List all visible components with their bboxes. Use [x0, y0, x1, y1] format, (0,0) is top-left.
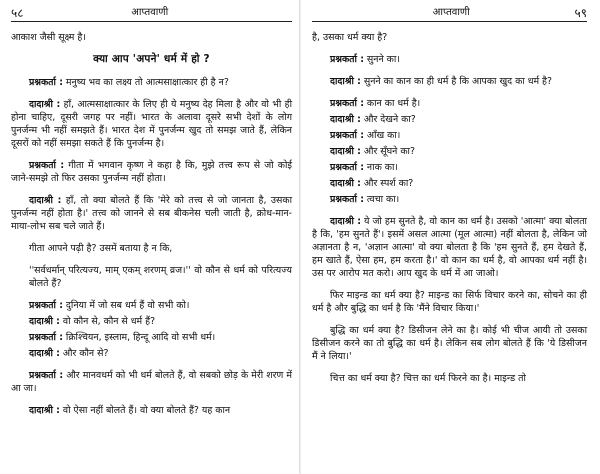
speaker-label: प्रश्नकर्ता :	[29, 300, 63, 311]
right-page-header	[312, 7, 587, 22]
dialogue-text: दुनिया में जो सब धर्म हैं वो सभी को।	[62, 300, 190, 311]
dialogue-text: त्वचा का।	[363, 194, 400, 205]
left-page-body	[11, 31, 292, 417]
dialogue-paragraph	[312, 129, 587, 142]
dialogue-text: वो कौन से, कौन से धर्म हैं?	[59, 316, 156, 327]
speaker-label: प्रश्नकर्ता :	[330, 162, 364, 173]
dialogue-text: कान का धर्म है।	[363, 98, 421, 109]
dialogue-paragraph	[312, 145, 587, 158]
speaker-label: दादाश्री :	[29, 195, 62, 206]
dialogue-text: हाँ, तो क्या बोलते हैं कि 'मेरे को तत्त्व से जो जानता है, उसका पुनर्जन्म नहीं होता है।' तत्त्व को जानने से सब बीकनेस चली जाती है, क्रोध-मान-माया-लोभ सब चले जाते हैं।	[11, 195, 292, 232]
dialogue-paragraph	[312, 113, 587, 126]
speaker-label: दादाश्री :	[330, 178, 361, 189]
speaker-label: प्रश्नकर्ता :	[29, 370, 64, 381]
right-running-title: आप्तवाणी	[432, 7, 470, 18]
dialogue-paragraph	[312, 193, 587, 206]
dialogue-text: आँख का।	[363, 130, 401, 141]
left-running-title: आप्तवाणी	[131, 7, 169, 18]
dialogue-paragraph	[312, 161, 587, 174]
left-page-number: ५८	[11, 6, 24, 20]
speaker-label: दादाश्री :	[29, 405, 60, 416]
dialogue-text: नाक का।	[363, 162, 398, 173]
dialogue-paragraph	[11, 404, 292, 417]
dialogue-text: और देखने का?	[360, 114, 416, 125]
dialogue-paragraph	[11, 331, 292, 344]
right-page	[300, 0, 600, 474]
speaker-label: प्रश्नकर्ता :	[330, 130, 364, 141]
dialogue-text: सुनने का कान का ही धर्म है कि आपका खुद का धर्म है?	[360, 76, 552, 87]
dialogue-paragraph	[312, 75, 587, 88]
dialogue-text: और कौन से?	[59, 348, 109, 359]
speaker-label: दादाश्री :	[330, 216, 361, 227]
speaker-label: दादाश्री :	[29, 316, 60, 327]
speaker-label: प्रश्नकर्ता :	[330, 98, 364, 109]
dialogue-text: गीता में भगवान कृष्ण ने कहा है कि, मुझे तत्त्व रूप से जो कोई जाने-समझे तो फिर उसका पुनर्जन्म नहीं होता।	[11, 160, 293, 184]
dialogue-text: ये जो हम सुनते है, वो कान का धर्म है। उसको 'आत्मा' क्या बोलता है कि, 'हम सुनते हैं'। इसमें असल आत्मा (मूल आत्मा) नहीं बोलता है, लेकिन जो अज्ञानता है न, 'अज्ञान आत्मा' वो क्या बोलता है कि 'हम सुनते हैं, हम देखते हैं, हम खाते हैं, ऐसा हम, हम करता है।' वो कान का धर्म है, वो आपका धर्म नहीं है। उस पर आरोप मत करो। आप खुद के धर्म में आ जाओ।	[312, 216, 587, 279]
dialogue-paragraph	[11, 159, 292, 185]
speaker-label: दादाश्री :	[330, 146, 361, 157]
dialogue-paragraph	[312, 53, 587, 66]
dialogue-text: और स्पर्श का?	[360, 178, 414, 189]
body-paragraph: बुद्धि का धर्म क्या है? डिसीजन लेने का है। कोई भी चीज आयी तो उसका डिसीजन करने का तो बुद्धि का धर्म है। लेकिन सब लोग बोलते हैं कि 'ये डिसीजन मैं ने लिया।'	[312, 325, 587, 362]
dialogue-paragraph	[312, 215, 587, 280]
speaker-label: प्रश्नकर्ता :	[330, 54, 364, 65]
dialogue-text: सुनने का।	[363, 54, 400, 65]
left-page-header	[11, 7, 292, 22]
body-paragraph: फिर माइन्ड का धर्म क्या है? माइन्ड का सिर्फ विचार करने का, सोचने का ही धर्म है और बुद्धि का धर्म है कि 'मैंने विचार किया।'	[312, 290, 587, 314]
body-paragraph: आकाश जैसी सूक्ष्म है।	[11, 32, 86, 43]
speaker-label: दादाश्री :	[330, 114, 361, 125]
body-paragraph: गीता आपने पढ़ी है? उसमें बताया है न कि,	[29, 243, 173, 254]
dialogue-text: मनुष्य भव का लक्ष्य तो आत्मसाक्षात्कार ही है न?	[62, 77, 229, 88]
dialogue-paragraph	[312, 177, 587, 190]
right-page-body	[312, 31, 587, 385]
speaker-label: प्रश्नकर्ता :	[29, 332, 63, 343]
dialogue-paragraph	[11, 347, 292, 360]
speaker-label: प्रश्नकर्ता :	[29, 77, 63, 88]
dialogue-paragraph	[11, 299, 292, 312]
section-heading: क्या आप 'अपने' धर्म में हो ?	[93, 53, 210, 65]
dialogue-text: और मानवधर्म को भी धर्म बोलते हैं, वो सबको छोड़ के मेरी शरण में आ जा।	[11, 370, 292, 394]
speaker-label: दादाश्री :	[29, 348, 60, 359]
body-paragraph: है, उसका धर्म क्या है?	[312, 32, 388, 43]
speaker-label: दादाश्री :	[330, 76, 361, 87]
dialogue-paragraph	[11, 98, 292, 150]
speaker-label: प्रश्नकर्ता :	[29, 160, 65, 171]
speaker-label: दादाश्री :	[29, 99, 61, 110]
right-page-number: ५९	[574, 6, 587, 20]
dialogue-paragraph	[11, 194, 292, 233]
dialogue-paragraph	[11, 369, 292, 395]
verse-quote: ''सर्वधर्मान् परित्यज्य, माम् एकम् शरणम् व्रज।'' वो कौन से धर्म को परित्यज्य बोलते हैं?	[29, 265, 292, 289]
dialogue-paragraph	[312, 97, 587, 110]
speaker-label: प्रश्नकर्ता :	[330, 194, 364, 205]
dialogue-paragraph	[11, 315, 292, 328]
body-paragraph: चित्त का धर्म क्या है? चित्त का धर्म फिरने का है। माइन्ड तो	[330, 373, 526, 384]
dialogue-paragraph	[11, 76, 292, 89]
dialogue-text: और सूँघने का?	[360, 146, 415, 157]
dialogue-text: क्रिश्चियन, इस्लाम, हिन्दू आदि वो सभी धर्म।	[62, 332, 216, 343]
dialogue-text: वो ऐसा नहीं बोलते हैं। वो क्या बोलते हैं? यह कान	[59, 405, 231, 416]
dialogue-text: हाँ, आत्मसाक्षात्कार के लिए ही ये मनुष्य देह मिला है और वो भी ही होना चाहिए, दूसरी जगह पर नहीं। भारत के अलावा दूसरे सभी देशों के लोग पुनर्जन्म भी नहीं समझते हैं। भारत देश में पुनर्जन्म खुद तो समझ जाते हैं, लेकिन दूसरों को नहीं समझा सकते हैं कि पुनर्जन्म है।	[11, 99, 292, 149]
